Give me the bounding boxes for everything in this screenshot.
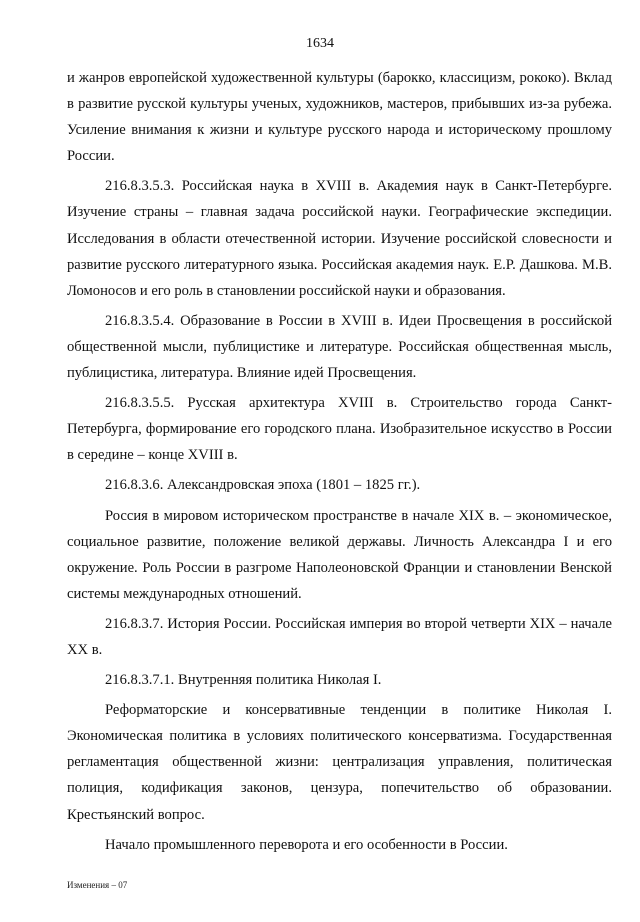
paragraph-7: 216.8.3.7. История России. Российская империя во второй четверти XIX – начале XX в.	[67, 615, 612, 658]
paragraph-8: 216.8.3.7.1. Внутренняя политика Николая I.	[105, 672, 382, 689]
paragraph-5: 216.8.3.6. Александровская эпоха (1801 – 1825 гг.).	[105, 477, 421, 494]
paragraph-9: Реформаторские и консервативные тенденции в политике Николая I. Экономическая политика в условиях политического консерватизма. Государственная регламентация общественной жизни: централизация управления, политическая полиция, кодификация законов, цензура, попечительство об образовании. Крестьянский вопрос.	[67, 702, 612, 823]
footer-revision: Изменения – 07	[67, 880, 128, 890]
document-body	[67, 65, 612, 862]
paragraph-10: Начало промышленного переворота и его особенности в России.	[105, 836, 508, 853]
paragraph-4: 216.8.3.5.5. Русская архитектура XVIII в. Строительство города Санкт-Петербурга, формирование его городского плана. Изобразительное искусство в России в середине – конце XVIII в.	[67, 395, 612, 464]
paragraph-6: Россия в мировом историческом пространстве в начале XIX в. – экономическое, социальное развитие, положение великой державы. Личность Александра I и его окружение. Роль России в разгроме Наполеоновской Франции и становлении Венской системы международных отношений.	[67, 507, 612, 602]
page-number: 1634	[306, 36, 334, 51]
paragraph-2: 216.8.3.5.3. Российская наука в XVIII в. Академия наук в Санкт-Петербурге. Изучение страны – главная задача российской науки. Географические экспедиции. Исследования в области отечественной истории. Изучение российской словесности и развитие русского литературного языка. Российская академия наук. Е.Р. Дашкова. М.В. Ломоносов и его роль в становлении российской науки и образования.	[67, 178, 612, 299]
paragraph-3: 216.8.3.5.4. Образование в России в XVIII в. Идеи Просвещения в российской общественной мысли, публицистике и литературе. Российская общественная мысль, публицистика, литература. Влияние идей Просвещения.	[67, 312, 612, 382]
paragraph-1: и жанров европейской художественной культуры (барокко, классицизм, рококо). Вклад в развитие русской культуры ученых, художников, мастеров, прибывших из-за рубежа. Усиление внимания к жизни и культуре русского народа и историческому прошлому России.	[67, 70, 612, 165]
